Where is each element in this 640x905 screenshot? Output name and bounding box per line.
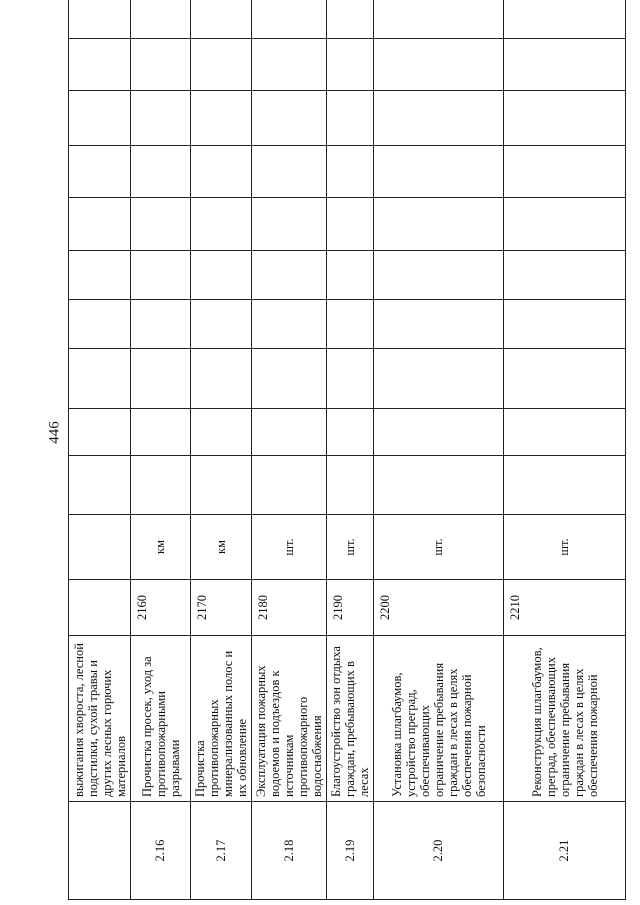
table-cell xyxy=(504,91,626,146)
row-unit xyxy=(69,515,131,580)
row-name: Эксплуатация пожарных водоемов и подъездов к источникам противопожарного водоснабжения xyxy=(252,636,327,802)
table-cell xyxy=(374,0,504,39)
table-cell xyxy=(252,251,327,300)
table-cell xyxy=(327,409,374,456)
table-cell xyxy=(191,198,252,251)
row-name: Прочистка просек, уход за противопожарными разрывами xyxy=(131,636,191,802)
table-cell xyxy=(131,91,191,146)
row-number xyxy=(69,802,131,900)
row-code xyxy=(69,580,131,636)
table-rotation-wrapper xyxy=(68,20,625,900)
row-name: Благоустройство зон отдыха граждан, пребывающих в лесах xyxy=(327,636,374,802)
table-cell xyxy=(191,300,252,349)
row-name: Установка шлагбаумов, устройство преград, обеспечивающих ограничение пребывания граждан в лесах в целях обеспечения пожарной безопасности xyxy=(374,636,504,802)
table-cell xyxy=(252,300,327,349)
row-unit: шт. xyxy=(374,515,504,580)
table-row xyxy=(69,0,131,900)
row-code: 2190 xyxy=(327,580,374,636)
table-cell xyxy=(191,39,252,91)
table-row xyxy=(131,0,191,900)
table-cell xyxy=(374,409,504,456)
table-cell xyxy=(191,0,252,39)
table-cell xyxy=(131,198,191,251)
table-row xyxy=(252,0,327,900)
row-unit: шт. xyxy=(252,515,327,580)
table-cell xyxy=(191,91,252,146)
row-code: 2210 xyxy=(504,580,626,636)
table-cell xyxy=(252,349,327,409)
table-cell xyxy=(374,349,504,409)
table-cell xyxy=(252,146,327,198)
table-cell xyxy=(504,409,626,456)
table-row xyxy=(191,0,252,900)
table-cell xyxy=(504,349,626,409)
table-cell xyxy=(327,0,374,39)
table-cell xyxy=(327,146,374,198)
table-cell xyxy=(504,146,626,198)
table-cell xyxy=(374,91,504,146)
row-code: 2200 xyxy=(374,580,504,636)
row-number: 2.16 xyxy=(131,802,191,900)
table-cell xyxy=(504,39,626,91)
table-cell xyxy=(327,456,374,515)
table-cell xyxy=(252,198,327,251)
table-cell xyxy=(69,349,131,409)
table-cell xyxy=(69,91,131,146)
table-cell xyxy=(69,39,131,91)
table-cell xyxy=(504,456,626,515)
row-number: 2.21 xyxy=(504,802,626,900)
table-cell xyxy=(504,198,626,251)
table-cell xyxy=(327,91,374,146)
table-cell xyxy=(191,251,252,300)
table-cell xyxy=(69,0,131,39)
table-cell xyxy=(69,456,131,515)
table-cell xyxy=(131,39,191,91)
row-number: 2.17 xyxy=(191,802,252,900)
table-cell xyxy=(191,456,252,515)
table-row xyxy=(327,0,374,900)
row-number: 2.19 xyxy=(327,802,374,900)
table-cell xyxy=(69,146,131,198)
table-cell xyxy=(327,198,374,251)
table-cell xyxy=(131,0,191,39)
row-code: 2160 xyxy=(131,580,191,636)
table-cell xyxy=(327,251,374,300)
table-cell xyxy=(374,456,504,515)
row-number: 2.18 xyxy=(252,802,327,900)
table-cell xyxy=(374,146,504,198)
row-name: Реконструкция шлагбаумов, преград, обеспечивающих ограничение пребывания граждан в лесах в целях обеспечения пожарной xyxy=(504,636,626,802)
row-name: Прочистка противопожарных минерализованных полос и их обновление xyxy=(191,636,252,802)
row-number: 2.20 xyxy=(374,802,504,900)
table-cell xyxy=(69,251,131,300)
table-cell xyxy=(327,349,374,409)
table-cell xyxy=(504,251,626,300)
table-row xyxy=(374,0,504,900)
table-cell xyxy=(327,300,374,349)
table-cell xyxy=(374,251,504,300)
table-cell xyxy=(131,251,191,300)
page-number: 446 xyxy=(46,421,63,444)
row-code: 2170 xyxy=(191,580,252,636)
table-cell xyxy=(374,198,504,251)
table-cell xyxy=(131,349,191,409)
data-table xyxy=(68,0,626,900)
table-cell xyxy=(252,0,327,39)
table-cell xyxy=(252,409,327,456)
table-cell xyxy=(69,198,131,251)
table-cell xyxy=(374,300,504,349)
table-cell xyxy=(131,146,191,198)
row-unit: км xyxy=(131,515,191,580)
rotated-table-frame xyxy=(68,20,625,900)
table-cell xyxy=(131,300,191,349)
table-cell xyxy=(327,39,374,91)
table-cell xyxy=(252,39,327,91)
row-code: 2180 xyxy=(252,580,327,636)
table-cell xyxy=(69,409,131,456)
table-cell xyxy=(131,456,191,515)
table-cell xyxy=(504,300,626,349)
table-cell xyxy=(252,456,327,515)
table-cell xyxy=(69,300,131,349)
row-unit: шт. xyxy=(327,515,374,580)
table-cell xyxy=(191,349,252,409)
row-unit: шт. xyxy=(504,515,626,580)
table-cell xyxy=(252,91,327,146)
table-cell xyxy=(191,146,252,198)
row-name: выжигания хвороста, лесной подстилки, сухой травы и других лесных горючих материалов xyxy=(69,636,131,802)
table-cell xyxy=(374,39,504,91)
row-unit: км xyxy=(191,515,252,580)
table-cell xyxy=(504,0,626,39)
table-row xyxy=(504,0,626,900)
table-cell xyxy=(191,409,252,456)
table-cell xyxy=(131,409,191,456)
